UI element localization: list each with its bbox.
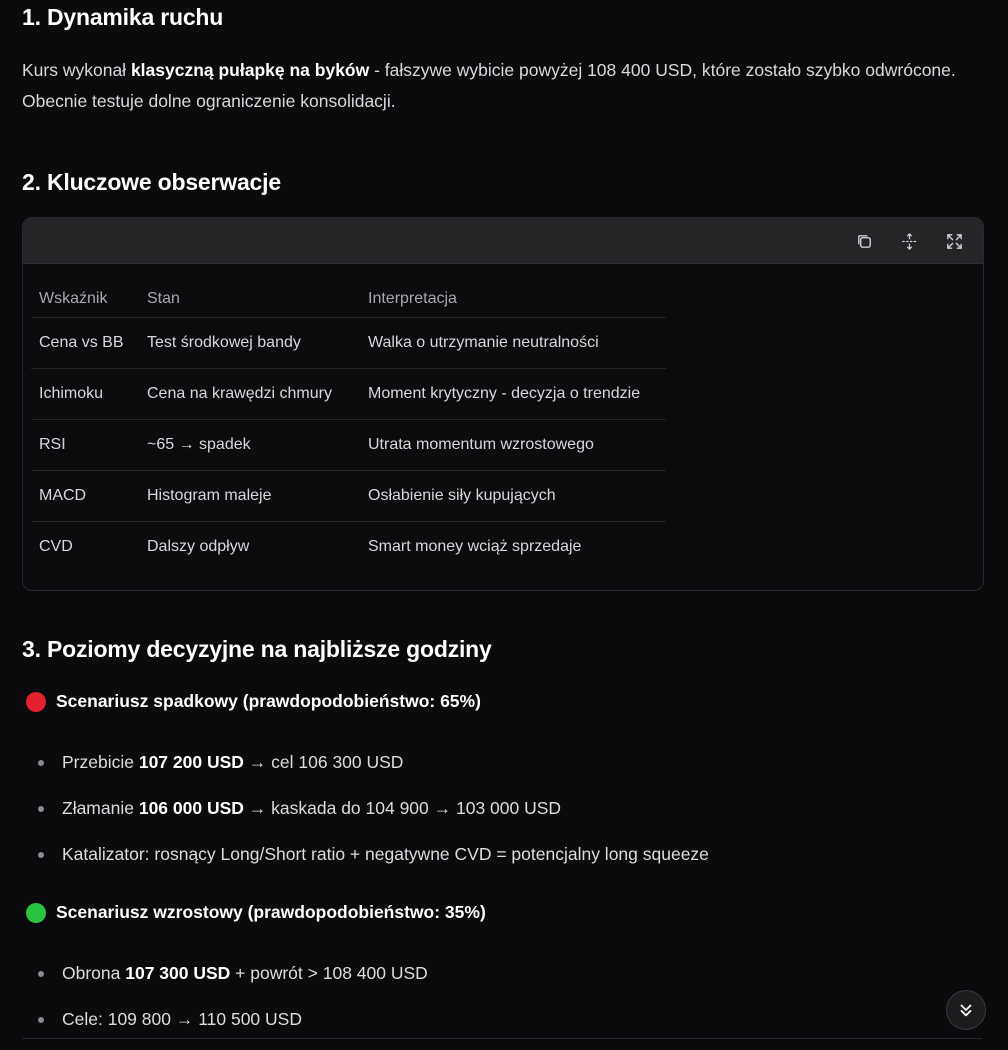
table-cell: MACD [31, 471, 139, 522]
item-text: Cele: 109 800 → 110 500 USD [62, 1009, 302, 1029]
para-text-rest: - fałszywe wybicie powyżej 108 400 USD, które zostało szybko odwrócone. Obecnie testuje dolne ograniczenie konsolidacji. [22, 60, 956, 111]
table-cell: CVD [31, 522, 139, 573]
list-item [36, 1004, 428, 1050]
table-cell: ~65 → spadek [139, 420, 360, 471]
bull-scenario-label: Scenariusz wzrostowy (prawdopodobieństwo: 35%) [56, 902, 486, 922]
bear-scenario-list [36, 747, 709, 885]
list-item [36, 747, 709, 793]
table-cell: RSI [31, 420, 139, 471]
section-heading-observations: 2. Kluczowe obserwacje [22, 169, 281, 195]
item-text: Przebicie [62, 752, 139, 772]
bear-scenario-heading [26, 691, 481, 712]
table-cell: Dalszy odpływ [139, 522, 360, 573]
red-circle-icon [26, 692, 46, 712]
list-item [36, 839, 709, 885]
column-header: Wskaźnik [39, 290, 108, 307]
move-icon[interactable] [898, 230, 920, 252]
expand-icon[interactable] [943, 230, 965, 252]
table-cell: Osłabienie siły kupujących [360, 471, 666, 522]
column-header: Interpretacja [368, 290, 457, 307]
bull-scenario-heading [26, 902, 486, 923]
item-text: Obrona [62, 963, 126, 983]
table-header-row [31, 281, 666, 318]
bull-scenario-list [36, 958, 428, 1050]
table-cell: Test środkowej bandy [139, 318, 360, 369]
scroll-to-bottom-button[interactable] [946, 990, 986, 1030]
divider [22, 1038, 982, 1039]
table-toolbar [23, 218, 983, 264]
table-cell: Ichimoku [31, 369, 139, 420]
table-cell: Cena vs BB [31, 318, 139, 369]
table-block [22, 217, 984, 591]
table-row [31, 420, 666, 471]
green-circle-icon [26, 903, 46, 923]
table-row [31, 471, 666, 522]
table-cell: Histogram maleje [139, 471, 360, 522]
item-bold: 107 200 USD [138, 752, 244, 772]
copy-icon[interactable] [853, 230, 875, 252]
column-header: Stan [147, 290, 180, 307]
table-cell: Smart money wciąż sprzedaje [360, 522, 666, 573]
item-text-rest: → kaskada do 104 900 → 103 000 USD [243, 798, 562, 818]
table-cell: Moment krytyczny - decyzja o trendzie [360, 369, 666, 420]
item-text-rest: → cel 106 300 USD [243, 752, 404, 772]
double-chevron-down-icon [957, 1001, 975, 1019]
list-item [36, 958, 428, 1004]
table-cell: Walka o utrzymanie neutralności [360, 318, 666, 369]
item-text: Katalizator: rosnący Long/Short ratio + negatywne CVD = potencjalny long squeeze [62, 844, 709, 864]
item-bold: 107 300 USD [125, 963, 231, 983]
dynamics-paragraph [22, 55, 982, 117]
section-heading-levels: 3. Poziomy decyzyjne na najbliższe godziny [22, 636, 492, 662]
para-bold-text: klasyczną pułapkę na byków [130, 60, 370, 80]
section-heading-dynamics: 1. Dynamika ruchu [22, 4, 224, 30]
observations-table [31, 281, 666, 572]
table-row [31, 369, 666, 420]
table-row [31, 318, 666, 369]
item-bold: 106 000 USD [138, 798, 244, 818]
bear-scenario-label: Scenariusz spadkowy (prawdopodobieństwo: 65%) [56, 691, 481, 711]
table-cell: Cena na krawędzi chmury [139, 369, 360, 420]
item-text-rest: + powrót > 108 400 USD [230, 963, 428, 983]
list-item [36, 793, 709, 839]
item-text: Złamanie [62, 798, 139, 818]
table-cell: Utrata momentum wzrostowego [360, 420, 666, 471]
table-row [31, 522, 666, 573]
para-text: Kurs wykonał [22, 60, 131, 80]
